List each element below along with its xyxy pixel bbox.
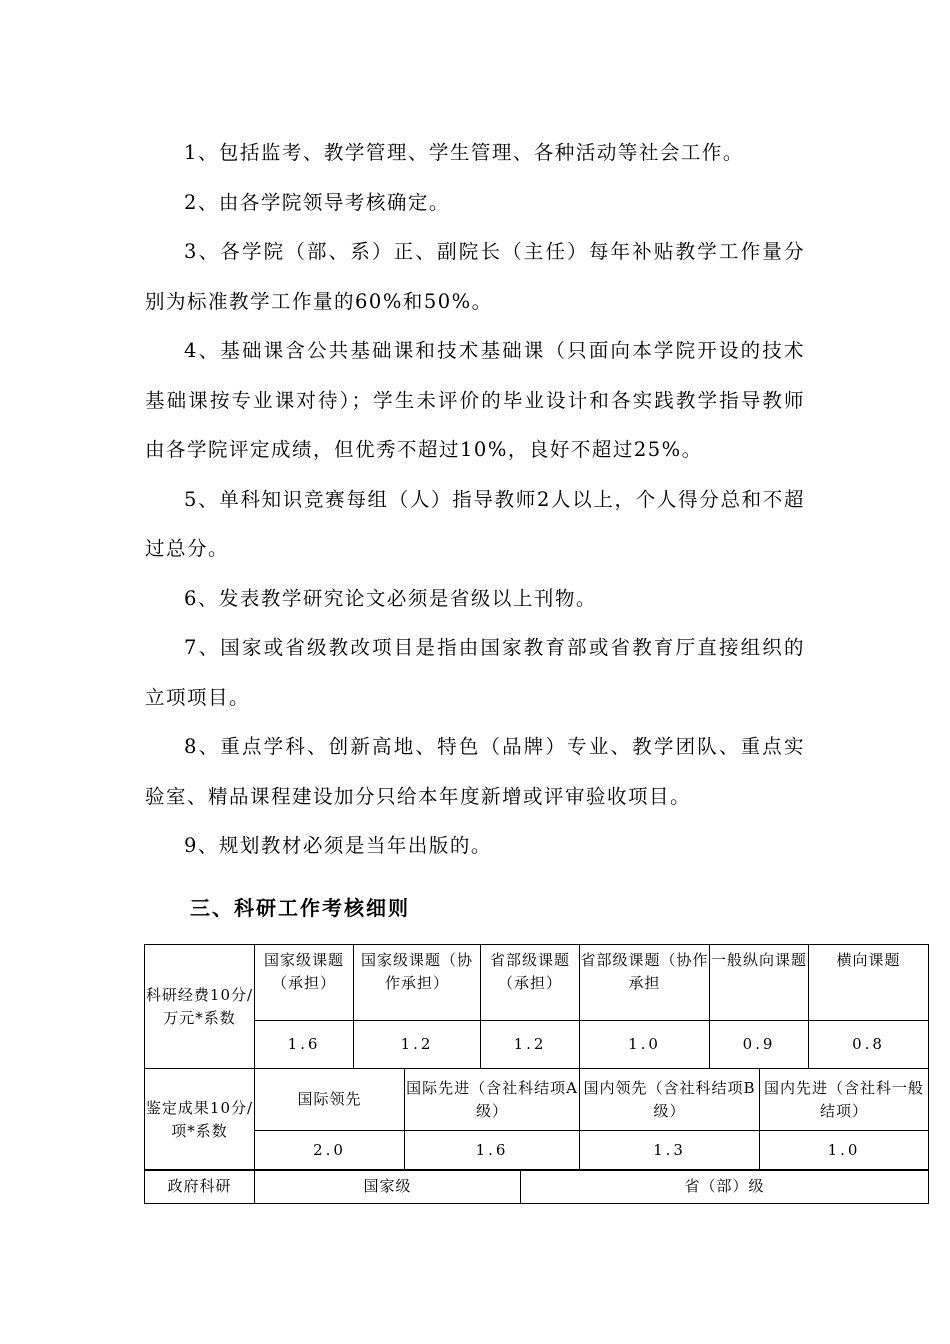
note-3: 3、各学院（部、系）正、副院长（主任）每年补贴教学工作量分别为标准教学工作量的60%和50%。 (145, 240, 805, 313)
appraisal-header: 国内领先（含社科结项B级） (580, 1069, 760, 1131)
government-header: 国家级 (255, 1170, 521, 1204)
notes-list (145, 128, 805, 871)
funding-header: 省部级课题（协作承担 (580, 945, 710, 1021)
appraisal-value: 1.3 (580, 1131, 760, 1171)
funding-value: 0.9 (710, 1021, 809, 1069)
funding-header: 一般纵向课题 (710, 945, 809, 1021)
funding-value: 1.0 (580, 1021, 710, 1069)
note-6: 6、发表教学研究论文必须是省级以上刊物。 (184, 586, 597, 610)
note-2: 2、由各学院领导考核确定。 (184, 190, 450, 214)
funding-value: 1.2 (481, 1021, 580, 1069)
appraisal-value: 2.0 (255, 1131, 405, 1171)
note-5: 5、单科知识竞赛每组（人）指导教师2人以上，个人得分总和不超过总分。 (145, 487, 805, 560)
appraisal-header: 国际先进（含社科结项A级） (405, 1069, 580, 1131)
funding-header: 省部级课题（承担） (481, 945, 580, 1021)
funding-table (144, 944, 929, 1069)
note-7: 7、国家或省级教改项目是指由国家教育部或省教育厅直接组织的立项项目。 (145, 636, 805, 709)
funding-header: 横向课题 (809, 945, 929, 1021)
note-8: 8、重点学科、创新高地、特色（品牌）专业、教学团队、重点实验室、精品课程建设加分只给本年度新增或评审验收项目。 (145, 735, 805, 808)
funding-header: 国家级课题（协作承担） (354, 945, 481, 1021)
funding-value: 1.6 (255, 1021, 354, 1069)
appraisal-table (144, 1068, 929, 1171)
appraisal-label: 鉴定成果10分/项*系数 (145, 1069, 255, 1171)
appraisal-value: 1.6 (405, 1131, 580, 1171)
note-9: 9、规划教材必须是当年出版的。 (184, 834, 492, 857)
government-table (144, 1169, 929, 1204)
funding-header: 国家级课题（承担） (255, 945, 354, 1021)
funding-value: 0.8 (809, 1021, 929, 1069)
appraisal-value: 1.0 (760, 1131, 929, 1171)
note-1: 1、包括监考、教学管理、学生管理、各种活动等社会工作。 (184, 141, 744, 164)
section-title: 三、科研工作考核细则 (190, 896, 410, 920)
government-label: 政府科研 (145, 1170, 255, 1204)
note-4: 4、基础课含公共基础课和技术基础课（只面向本学院开设的技术基础课按专业课对待）；学生未评价的毕业设计和各实践教学指导教师由各学院评定成绩，但优秀不超过10%，良好不超过25%。 (145, 339, 805, 461)
government-header: 省（部）级 (521, 1170, 929, 1204)
appraisal-header: 国内先进（含社科一般结项） (760, 1069, 929, 1131)
funding-label: 科研经费10分/万元*系数 (145, 945, 255, 1069)
funding-value: 1.2 (354, 1021, 481, 1069)
appraisal-header: 国际领先 (255, 1069, 405, 1131)
